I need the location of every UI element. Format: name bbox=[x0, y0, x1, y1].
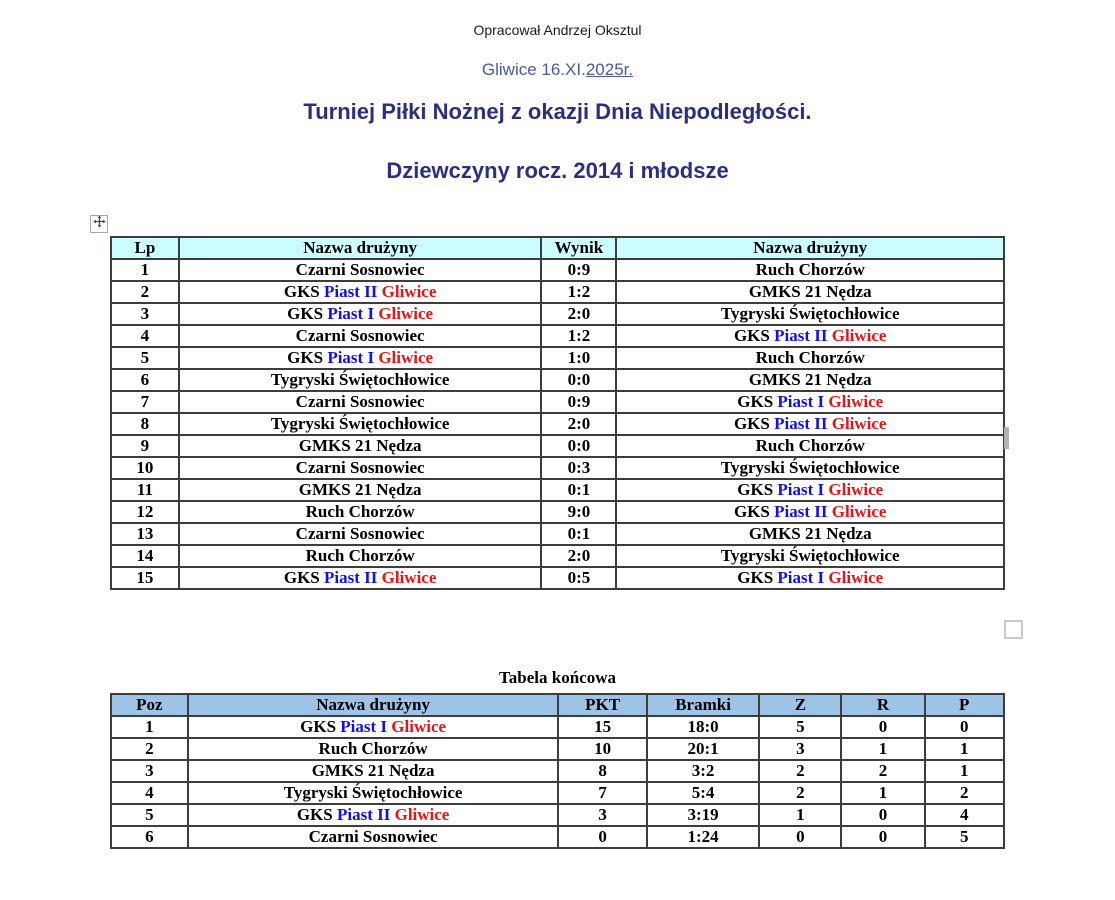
match-row bbox=[111, 347, 1004, 369]
cell-points: 10 bbox=[558, 738, 646, 760]
final-header-r: R bbox=[841, 694, 924, 716]
right-edge-mark bbox=[1004, 427, 1009, 449]
match-row bbox=[111, 479, 1004, 501]
final-header-poz: Poz bbox=[111, 694, 188, 716]
match-row bbox=[111, 567, 1004, 589]
cell-away-team: GMKS 21 Nędza bbox=[616, 523, 1004, 545]
team-part-gliwice: Gliwice bbox=[394, 805, 450, 824]
cell-goals: 20:1 bbox=[647, 738, 760, 760]
cell-points: 0 bbox=[558, 826, 646, 848]
cell-losses: 0 bbox=[925, 716, 1005, 738]
team-part-gliwice: Gliwice bbox=[381, 282, 437, 301]
cell-losses: 5 bbox=[925, 826, 1005, 848]
cell-losses: 1 bbox=[925, 760, 1005, 782]
cell-lp: 1 bbox=[111, 259, 179, 281]
cell-home-team: Czarni Sosnowiec bbox=[179, 259, 542, 281]
cell-goals: 3:19 bbox=[647, 804, 760, 826]
cell-team: Czarni Sosnowiec bbox=[188, 826, 559, 848]
team-part-gliwice: Gliwice bbox=[391, 717, 447, 736]
cell-draws: 1 bbox=[841, 782, 924, 804]
standings-row bbox=[111, 738, 1004, 760]
cell-team: Ruch Chorzów bbox=[188, 738, 559, 760]
match-row bbox=[111, 391, 1004, 413]
match-row bbox=[111, 545, 1004, 567]
place-date-line bbox=[0, 60, 1115, 80]
cell-home-team: Tygryski Świętochłowice bbox=[179, 369, 542, 391]
results-header-lp: Lp bbox=[111, 237, 179, 259]
cell-away-team: Tygryski Świętochłowice bbox=[616, 457, 1004, 479]
cell-away-team: Ruch Chorzów bbox=[616, 259, 1004, 281]
cell-position: 6 bbox=[111, 826, 188, 848]
cell-away-team: GMKS 21 Nędza bbox=[616, 281, 1004, 303]
team-part-piast: Piast II bbox=[774, 502, 832, 521]
team-part-gks: GKS bbox=[733, 502, 775, 521]
cell-home-team: Czarni Sosnowiec bbox=[179, 523, 542, 545]
cell-goals: 5:4 bbox=[647, 782, 760, 804]
team-part-gks: GKS bbox=[733, 326, 775, 345]
cell-wins: 3 bbox=[759, 738, 841, 760]
match-row bbox=[111, 259, 1004, 281]
team-part-piast: Piast I bbox=[327, 348, 379, 367]
cell-home-team: Czarni Sosnowiec bbox=[179, 391, 542, 413]
match-results-table bbox=[110, 236, 1005, 590]
cell-score: 0:0 bbox=[541, 435, 616, 457]
final-header-p: P bbox=[925, 694, 1005, 716]
document-subtitle: Dziewczyny rocz. 2014 i młodsze bbox=[386, 158, 729, 183]
cell-draws: 1 bbox=[841, 738, 924, 760]
cell-team: GMKS 21 Nędza bbox=[188, 760, 559, 782]
match-row bbox=[111, 281, 1004, 303]
cell-away-team: Ruch Chorzów bbox=[616, 435, 1004, 457]
cell-away-team: Ruch Chorzów bbox=[616, 347, 1004, 369]
team-part-gliwice: Gliwice bbox=[828, 392, 884, 411]
cell-lp: 8 bbox=[111, 413, 179, 435]
cell-points: 8 bbox=[558, 760, 646, 782]
match-row bbox=[111, 369, 1004, 391]
final-header-bramki: Bramki bbox=[647, 694, 760, 716]
cell-position: 4 bbox=[111, 782, 188, 804]
cell-lp: 4 bbox=[111, 325, 179, 347]
cell-draws: 2 bbox=[841, 760, 924, 782]
cell-home-team bbox=[179, 347, 542, 369]
cell-goals: 1:24 bbox=[647, 826, 760, 848]
cell-home-team: Czarni Sosnowiec bbox=[179, 457, 542, 479]
cell-score: 2:0 bbox=[541, 545, 616, 567]
team-part-gliwice: Gliwice bbox=[378, 348, 434, 367]
cell-position: 1 bbox=[111, 716, 188, 738]
prepared-by-line: Opracował Andrzej Oksztul bbox=[473, 22, 642, 38]
team-part-gliwice: Gliwice bbox=[828, 480, 884, 499]
team-part-gks: GKS bbox=[283, 568, 325, 587]
cell-away-team bbox=[616, 501, 1004, 523]
team-part-gks: GKS bbox=[296, 805, 337, 824]
cell-away-team: Tygryski Świętochłowice bbox=[616, 303, 1004, 325]
team-part-piast: Piast I bbox=[340, 717, 392, 736]
cell-score: 0:0 bbox=[541, 369, 616, 391]
final-header-row bbox=[111, 694, 1004, 716]
team-part-gliwice: Gliwice bbox=[381, 568, 437, 587]
cell-away-team bbox=[616, 325, 1004, 347]
cell-position: 5 bbox=[111, 804, 188, 826]
team-part-gks: GKS bbox=[300, 717, 341, 736]
team-part-gks: GKS bbox=[733, 414, 775, 433]
final-table-title: Tabela końcowa bbox=[499, 668, 616, 687]
team-part-piast: Piast II bbox=[324, 568, 382, 587]
team-part-gks: GKS bbox=[737, 568, 778, 587]
cell-goals: 18:0 bbox=[647, 716, 760, 738]
team-part-piast: Piast I bbox=[777, 568, 829, 587]
cell-lp: 2 bbox=[111, 281, 179, 303]
cell-points: 15 bbox=[558, 716, 646, 738]
cell-position: 3 bbox=[111, 760, 188, 782]
document-title: Turniej Piłki Nożnej z okazji Dnia Niepodległości. bbox=[303, 99, 812, 124]
table-move-handle[interactable] bbox=[90, 215, 108, 233]
cell-wins: 2 bbox=[759, 760, 841, 782]
results-header-home: Nazwa drużyny bbox=[179, 237, 542, 259]
cell-score: 0:1 bbox=[541, 479, 616, 501]
match-row bbox=[111, 303, 1004, 325]
team-part-gliwice: Gliwice bbox=[828, 568, 884, 587]
final-standings-table bbox=[110, 693, 1005, 849]
team-part-piast: Piast II bbox=[774, 326, 832, 345]
cell-home-team: Ruch Chorzów bbox=[179, 501, 542, 523]
team-part-piast: Piast I bbox=[777, 480, 829, 499]
team-part-gliwice: Gliwice bbox=[831, 326, 887, 345]
cell-away-team: Tygryski Świętochłowice bbox=[616, 545, 1004, 567]
standings-row bbox=[111, 782, 1004, 804]
cell-lp: 15 bbox=[111, 567, 179, 589]
match-row bbox=[111, 435, 1004, 457]
standings-row bbox=[111, 826, 1004, 848]
cell-score: 0:5 bbox=[541, 567, 616, 589]
results-header-score: Wynik bbox=[541, 237, 616, 259]
cell-team bbox=[188, 804, 559, 826]
cell-away-team: GMKS 21 Nędza bbox=[616, 369, 1004, 391]
team-part-gks: GKS bbox=[287, 304, 328, 323]
cell-team: Tygryski Świętochłowice bbox=[188, 782, 559, 804]
cell-losses: 4 bbox=[925, 804, 1005, 826]
cell-losses: 1 bbox=[925, 738, 1005, 760]
cell-home-team: Tygryski Świętochłowice bbox=[179, 413, 542, 435]
cell-points: 3 bbox=[558, 804, 646, 826]
cell-points: 7 bbox=[558, 782, 646, 804]
cell-home-team bbox=[179, 567, 542, 589]
cell-score: 2:0 bbox=[541, 413, 616, 435]
cell-position: 2 bbox=[111, 738, 188, 760]
cell-away-team bbox=[616, 391, 1004, 413]
team-part-gliwice: Gliwice bbox=[378, 304, 434, 323]
match-row bbox=[111, 413, 1004, 435]
cell-wins: 5 bbox=[759, 716, 841, 738]
cell-lp: 10 bbox=[111, 457, 179, 479]
cell-draws: 0 bbox=[841, 826, 924, 848]
results-table-body bbox=[111, 259, 1004, 589]
place-date-year: 2025r. bbox=[585, 60, 634, 79]
final-table-body bbox=[111, 716, 1004, 848]
cell-home-team: GMKS 21 Nędza bbox=[179, 435, 542, 457]
cell-away-team bbox=[616, 413, 1004, 435]
cell-lp: 9 bbox=[111, 435, 179, 457]
results-header-away: Nazwa drużyny bbox=[616, 237, 1004, 259]
cell-wins: 2 bbox=[759, 782, 841, 804]
cell-lp: 14 bbox=[111, 545, 179, 567]
team-part-piast: Piast I bbox=[777, 392, 829, 411]
cell-losses: 2 bbox=[925, 782, 1005, 804]
standings-row bbox=[111, 760, 1004, 782]
cell-home-team bbox=[179, 281, 542, 303]
cell-score: 0:3 bbox=[541, 457, 616, 479]
team-part-gks: GKS bbox=[737, 392, 778, 411]
match-row bbox=[111, 501, 1004, 523]
cell-home-team: GMKS 21 Nędza bbox=[179, 479, 542, 501]
cell-draws: 0 bbox=[841, 804, 924, 826]
cell-score: 9:0 bbox=[541, 501, 616, 523]
cell-score: 1:2 bbox=[541, 325, 616, 347]
team-part-piast: Piast II bbox=[324, 282, 382, 301]
cell-lp: 7 bbox=[111, 391, 179, 413]
cell-score: 1:2 bbox=[541, 281, 616, 303]
cell-home-team: Czarni Sosnowiec bbox=[179, 325, 542, 347]
cell-score: 0:9 bbox=[541, 391, 616, 413]
team-part-piast: Piast I bbox=[327, 304, 379, 323]
cell-lp: 5 bbox=[111, 347, 179, 369]
team-part-gks: GKS bbox=[287, 348, 328, 367]
team-part-gliwice: Gliwice bbox=[831, 414, 887, 433]
standings-row bbox=[111, 804, 1004, 826]
final-header-pkt: PKT bbox=[558, 694, 646, 716]
team-part-gliwice: Gliwice bbox=[831, 502, 887, 521]
cell-lp: 11 bbox=[111, 479, 179, 501]
cell-score: 0:1 bbox=[541, 523, 616, 545]
team-part-piast: Piast II bbox=[774, 414, 832, 433]
cell-away-team bbox=[616, 479, 1004, 501]
cell-lp: 6 bbox=[111, 369, 179, 391]
move-arrows-icon bbox=[93, 215, 106, 233]
cell-lp: 12 bbox=[111, 501, 179, 523]
match-row bbox=[111, 457, 1004, 479]
cell-score: 2:0 bbox=[541, 303, 616, 325]
cell-home-team: Ruch Chorzów bbox=[179, 545, 542, 567]
team-part-gks: GKS bbox=[283, 282, 325, 301]
cell-wins: 0 bbox=[759, 826, 841, 848]
table-resize-handle[interactable] bbox=[1004, 620, 1023, 639]
cell-home-team bbox=[179, 303, 542, 325]
match-row bbox=[111, 523, 1004, 545]
cell-lp: 3 bbox=[111, 303, 179, 325]
team-part-piast: Piast II bbox=[336, 805, 395, 824]
cell-draws: 0 bbox=[841, 716, 924, 738]
cell-goals: 3:2 bbox=[647, 760, 760, 782]
place-date-prefix: Gliwice 16.XI. bbox=[481, 60, 586, 79]
match-row bbox=[111, 325, 1004, 347]
final-header-team: Nazwa drużyny bbox=[188, 694, 559, 716]
cell-team bbox=[188, 716, 559, 738]
cell-away-team bbox=[616, 567, 1004, 589]
cell-score: 1:0 bbox=[541, 347, 616, 369]
final-header-z: Z bbox=[759, 694, 841, 716]
results-header-row bbox=[111, 237, 1004, 259]
standings-row bbox=[111, 716, 1004, 738]
team-part-gks: GKS bbox=[737, 480, 778, 499]
cell-score: 0:9 bbox=[541, 259, 616, 281]
cell-wins: 1 bbox=[759, 804, 841, 826]
cell-lp: 13 bbox=[111, 523, 179, 545]
